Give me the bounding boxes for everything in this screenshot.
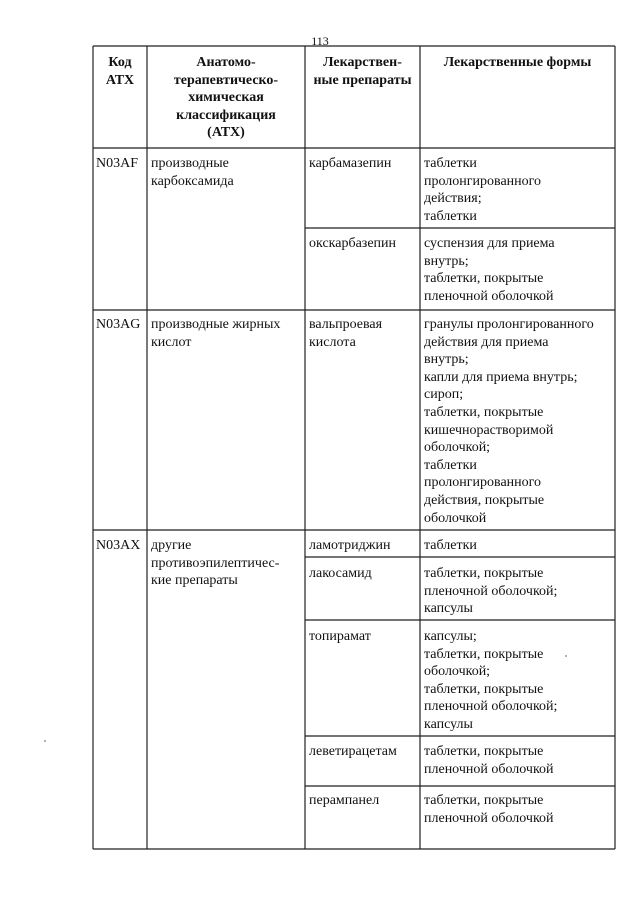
scan-speck <box>565 655 567 657</box>
drug-forms-cell: таблетки пролонгированного действия; таблетки <box>424 156 542 224</box>
drug-forms-cell: гранулы пролонгированного действия для приема внутрь; капли для приема внутрь; сироп; таблетки, покрытые кишечнорастворимой оболочкой; таблетки пролонгированного действия, покрытые оболочкой <box>424 317 594 526</box>
drug-forms-cell: таблетки <box>424 538 477 553</box>
classification-cell: другие противоэпилептичес- кие препараты <box>151 538 280 589</box>
code-cell: N03AX <box>96 538 141 553</box>
drug-name-cell: перампанел <box>309 793 380 808</box>
drug-name-cell: вальпроевая кислота <box>309 317 383 350</box>
header-classification: Анатомо- терапевтическо- химическая классификация (АТХ) <box>173 55 279 140</box>
drug-forms-cell: суспензия для приема внутрь; таблетки, покрытые пленочной оболочкой <box>424 236 555 304</box>
classification-cell: производные карбоксамида <box>151 156 234 189</box>
drug-name-cell: топирамат <box>309 629 371 644</box>
code-cell: N03AG <box>96 317 141 332</box>
drug-name-cell: ламотриджин <box>309 538 391 553</box>
drug-forms-cell: таблетки, покрытые пленочной оболочкой <box>424 744 554 777</box>
drug-name-cell: карбамазепин <box>309 156 392 171</box>
header-code: Код АТХ <box>105 55 135 88</box>
drug-name-cell: окскарбазепин <box>309 236 397 251</box>
drug-forms-cell: таблетки, покрытые пленочной оболочкой <box>424 793 554 826</box>
code-cell: N03AF <box>96 156 139 171</box>
page-number: 113 <box>311 34 329 48</box>
classification-cell: производные жирных кислот <box>151 317 281 350</box>
drug-forms-cell: таблетки, покрытые пленочной оболочкой; капсулы <box>424 566 558 617</box>
drug-forms-cell: капсулы; таблетки, покрытые оболочкой; таблетки, покрытые пленочной оболочкой; капсулы <box>424 629 558 732</box>
scan-speck <box>44 740 46 742</box>
drug-name-cell: лакосамид <box>309 566 372 581</box>
header-drugs: Лекарствен- ные препараты <box>313 55 412 88</box>
drug-name-cell: леветирацетам <box>309 744 397 759</box>
header-forms: Лекарственные формы <box>443 55 592 70</box>
